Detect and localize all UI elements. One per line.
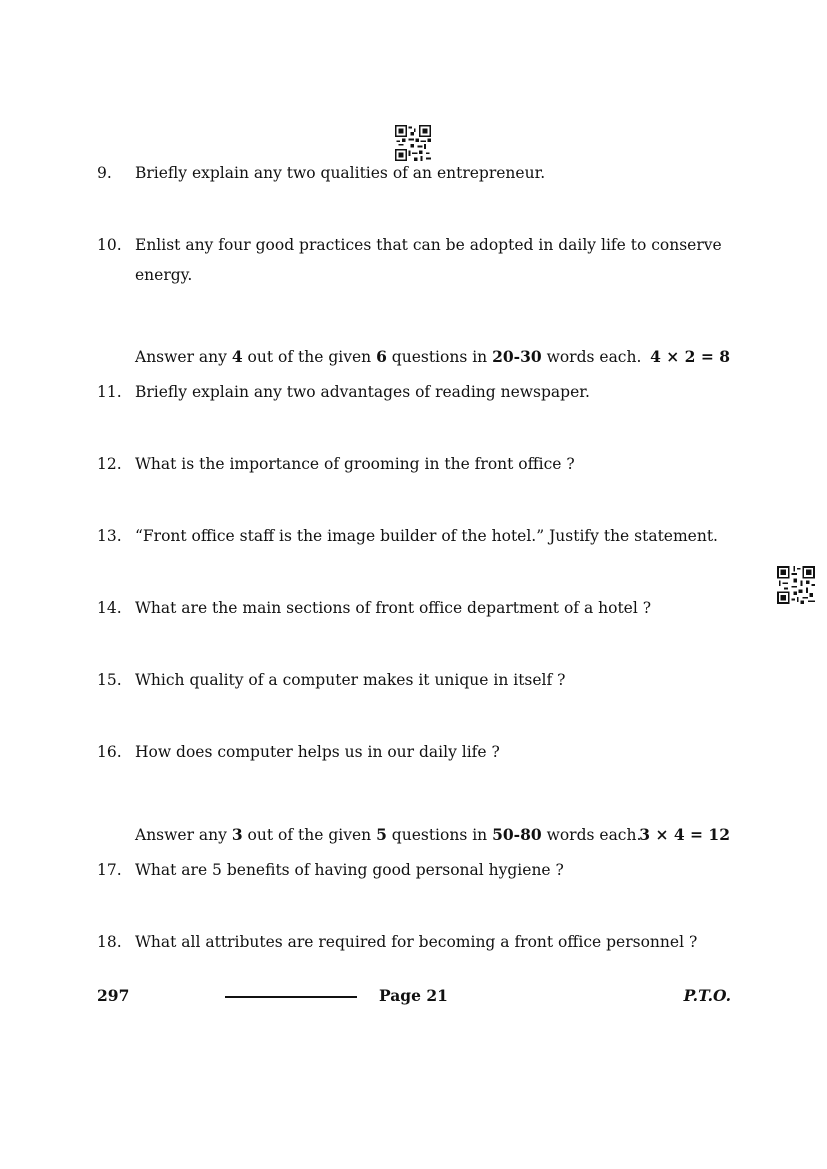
question-item [97,449,737,479]
question-text: What all attributes are required for becoming a front office personnel ? [135,933,698,951]
question-text: Which quality of a computer makes it unique in itself ? [135,671,566,689]
question-number: 18. [97,933,122,951]
question-item [97,158,737,188]
marks-allocation: 3 × 4 = 12 [639,825,730,844]
question-number: 17. [97,861,122,879]
question-number: 16. [97,743,122,761]
question-number: 14. [97,599,122,617]
question-item [97,665,737,695]
question-text: What are 5 benefits of having good personal hygiene ? [135,861,564,879]
question-item [97,927,737,957]
please-turn-over: P.T.O. [683,986,731,1005]
instruction-text: Answer any 4 out of the given 6 questions in 20-30 words each. [135,347,642,366]
question-item [97,521,737,551]
question-text: Enlist any four good practices that can be adopted in daily life to conserve energy. [135,236,722,284]
page-number: Page 21 [379,986,448,1005]
footer-divider [225,996,357,998]
question-item [97,737,737,767]
question-text: Briefly explain any two advantages of reading newspaper. [135,383,590,401]
question-text: What is the importance of grooming in the front office ? [135,455,575,473]
question-number: 12. [97,455,122,473]
question-item [97,593,737,623]
section-instruction [135,820,730,850]
question-text: How does computer helps us in our daily life ? [135,743,500,761]
question-number: 15. [97,671,122,689]
question-text: What are the main sections of front office department of a hotel ? [135,599,652,617]
section-instruction [135,342,730,372]
question-number: 9. [97,164,112,182]
qr-code-icon [395,125,431,161]
question-number: 10. [97,236,122,254]
question-text: “Front office staff is the image builder of the hotel.” Justify the statement. [135,527,718,545]
instruction-text: Answer any 3 out of the given 5 questions in 50-80 words each. [135,825,642,844]
question-item [97,377,737,407]
question-item [97,230,737,290]
question-text: Briefly explain any two qualities of an entrepreneur. [135,164,546,182]
marks-allocation: 4 × 2 = 8 [650,347,730,366]
question-number: 11. [97,383,122,401]
question-item [97,855,737,885]
paper-code: 297 [97,986,130,1005]
page-footer [97,981,731,1011]
qr-code-icon [777,566,815,604]
question-number: 13. [97,527,122,545]
